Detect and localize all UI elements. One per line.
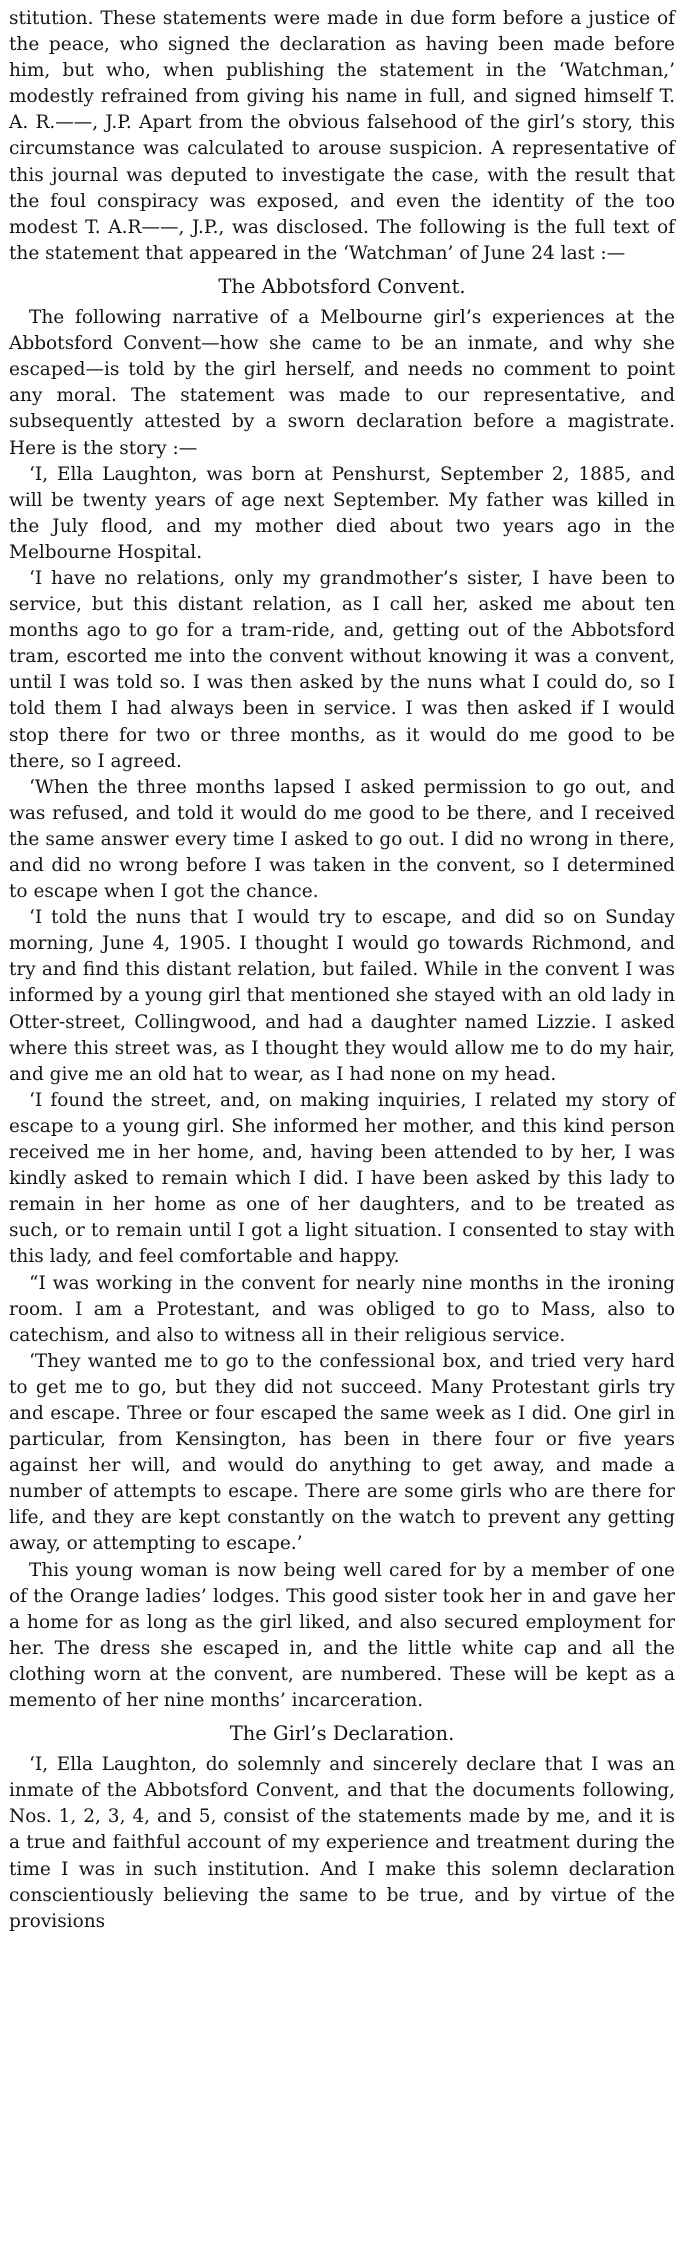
story-paragraph-birth: ‘I, Ella Laughton, was born at Penshurst, September 2, 1885, and will be twenty years of age next September. My father was killed in the July flood, and my mother died about two years ago in the Melbourne Hospital.	[9, 463, 675, 563]
declaration-paragraph: ‘I, Ella Laughton, do solemnly and sincerely declare that I was an inmate of the Abbotsford Convent, and that the documents following, Nos. 1, 2, 3, 4, and 5, consist of the statements made by me, and it is a true and faithful account of my experience and treatment during the time I was in such institution. And I make this solemn declaration conscientiously believing the same to be true, and by virtue of the provisions	[9, 1754, 675, 1932]
story-paragraph-confessional: ‘They wanted me to go to the confessional box, and tried very hard to get me to go, but they did not succeed. Many Protestant girls try and escape. Three or four escaped the same week as I did. One girl in particular, from Kensington, has been in there four or five years against her will, and would do anything to get away, and made a number of attempts to escape. There are some girls who are there for life, and they are kept constantly on the watch to prevent any getting away, or attempting to escape.’	[9, 1350, 675, 1555]
story-paragraph-escape: ‘I told the nuns that I would try to escape, and did so on Sunday morning, June 4, 1905. I thought I would go towards Richmond, and try and find this distant relation, but failed. While in the convent I was informed by a young girl that mentioned she stayed with an old lady in Otter-street, Collingwood, and had a daughter named Lizzie. I asked where this street was, as I thought they would allow me to do my hair, and give me an old hat to wear, as I had none on my head.	[9, 907, 675, 1085]
story-paragraph-relations: ‘I have no relations, only my grandmother’s sister, I have been to service, but this distant relation, as I call her, asked me about ten months ago to go for a tram-ride, and, getting out of the Abbotsford tram, escorted me into the convent without knowing it was a convent, until I was told so. I was then asked by the nuns what I could do, so I told them I had always been in service. I was then asked if I would stop there for two or three months, as it would do me good to be there, so I agreed.	[9, 567, 675, 772]
story-paragraph-refused: ‘When the three months lapsed I asked permission to go out, and was refused, and told it would do me good to be there, and I received the same answer every time I asked to go out. I did no wrong in there, and did no wrong before I was taken in the convent, so I determined to escape when I got the chance.	[9, 776, 675, 903]
story-paragraph-work: “I was working in the convent for nearly nine months in the ironing room. I am a Protestant, and was obliged to go to Mass, also to catechism, and also to witness all in their religious service.	[9, 1272, 675, 1346]
narrative-intro-paragraph: The following narrative of a Melbourne girl’s experiences at the Abbotsford Convent—how she came to be an inmate, and why she escaped—is told by the girl herself, and needs no comment to point any moral. The statement was made to our representative, and subsequently attested by a sworn declaration before a magistrate. Here is the story :—	[9, 307, 675, 459]
story-paragraph-refuge: ‘I found the street, and, on making inquiries, I related my story of escape to a young girl. She informed her mother, and this kind person received me in her home, and, having been attended to by her, I was kindly asked to remain which I did. I have been asked by this lady to remain in her home as one of her daughters, and to be treated as such, or to remain until I got a light situation. I consented to stay with this lady, and feel comfortable and happy.	[9, 1089, 675, 1268]
section-heading-convent: The Abbotsford Convent.	[218, 274, 466, 298]
intro-paragraph: stitution. These statements were made in due form before a justice of the peace, who signed the declaration as having been made before him, but who, when publishing the statement in the ‘Watchman,’ modestly refrained from giving his name in full, and signed himself T. A. R.——, J.P. Apart from the obvious falsehood of the girl’s story, this circumstance was calculated to arouse suspicion. A representative of this journal was deputed to investigate the case, with the result that the foul conspiracy was exposed, and even the identity of the too modest T. A.R——, J.P., was disclosed. The following is the full text of the statement that appeared in the ‘Watchman’ of June 24 last :—	[9, 8, 675, 264]
aftermath-paragraph: This young woman is now being well cared for by a member of one of the Orange ladies’ lodges. This good sister took her in and gave her a home for as long as the girl liked, and also secured employment for her. The dress she escaped in, and the little white cap and all the clothing worn at the convent, are numbered. These will be kept as a memento of her nine months’ incarceration.	[9, 1559, 675, 1711]
section-heading-declaration: The Girl’s Declaration.	[229, 1722, 455, 1746]
